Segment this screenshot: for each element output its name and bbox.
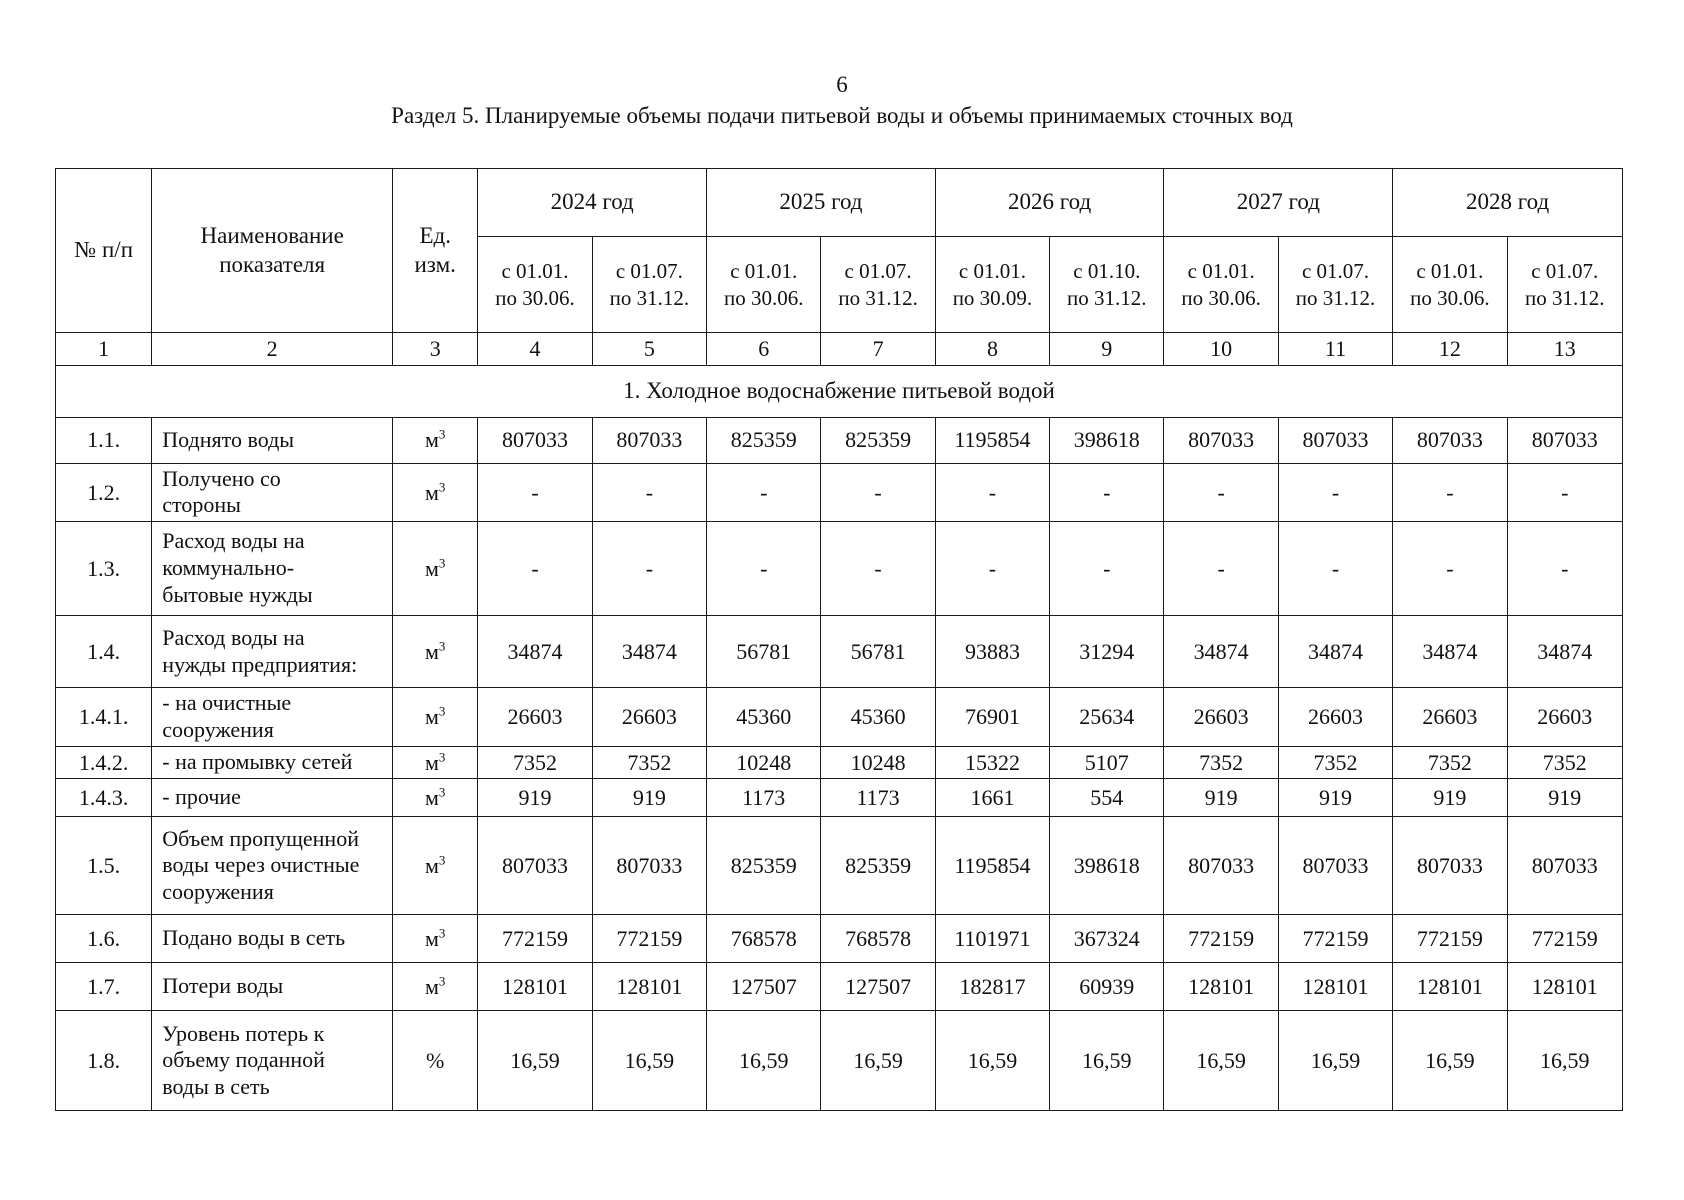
row-number: 1.4.3. <box>56 779 152 817</box>
row-name-line: стороны <box>162 492 241 518</box>
section-heading: 1. Холодное водоснабжение питьевой водой <box>56 365 1623 417</box>
unit-superscript: 3 <box>438 925 446 941</box>
unit-superscript: 3 <box>438 555 446 571</box>
header-year: 2025 год <box>707 169 936 237</box>
row-indicator-name <box>152 688 393 747</box>
row-name-line: Расход воды на <box>162 528 305 554</box>
row-value: 807033 <box>1164 417 1278 463</box>
row-value: 919 <box>1507 779 1622 817</box>
row-unit <box>393 915 478 963</box>
row-indicator-name <box>152 779 393 817</box>
table-row <box>56 616 1623 688</box>
row-number: 1.4.1. <box>56 688 152 747</box>
row-value: 16,59 <box>821 1011 935 1111</box>
unit-text: м <box>424 555 439 581</box>
row-number: 1.1. <box>56 417 152 463</box>
row-value: - <box>1507 522 1622 616</box>
row-value: - <box>707 522 821 616</box>
row-name-line: Расход воды на <box>162 624 305 650</box>
table-row <box>56 963 1623 1011</box>
row-value: 807033 <box>592 417 706 463</box>
header-unit: Ед. изм. <box>393 169 478 333</box>
row-value: 825359 <box>707 817 821 915</box>
row-unit <box>393 463 478 522</box>
row-value: - <box>1393 463 1507 522</box>
row-value: 76901 <box>935 688 1049 747</box>
row-value: 16,59 <box>478 1011 592 1111</box>
header-year: 2028 год <box>1393 169 1623 237</box>
header-row-years <box>56 169 1623 237</box>
row-value: 31294 <box>1050 616 1164 688</box>
table-row <box>56 522 1623 616</box>
row-name-line: бытовые нужды <box>162 582 313 608</box>
row-number: 1.4. <box>56 616 152 688</box>
row-value: 807033 <box>1507 417 1622 463</box>
row-value: 60939 <box>1050 963 1164 1011</box>
unit-text: м <box>424 638 439 664</box>
row-value: - <box>935 522 1049 616</box>
row-value: 807033 <box>478 417 592 463</box>
row-unit <box>393 817 478 915</box>
row-value: 26603 <box>592 688 706 747</box>
row-value: 7352 <box>1278 746 1392 779</box>
row-value: 807033 <box>1393 417 1507 463</box>
row-value: 1195854 <box>935 417 1049 463</box>
row-name-line: коммунально- <box>162 555 295 581</box>
row-value: 772159 <box>1507 915 1622 963</box>
unit-superscript: 3 <box>438 784 446 800</box>
period-end: по 31.12. <box>1067 285 1147 310</box>
row-indicator-name <box>152 522 393 616</box>
row-number: 1.6. <box>56 915 152 963</box>
row-value: 16,59 <box>1507 1011 1622 1111</box>
table-row <box>56 779 1623 817</box>
row-value: 807033 <box>1393 817 1507 915</box>
row-value: 16,59 <box>1050 1011 1164 1111</box>
unit-text: м <box>424 704 439 730</box>
row-value: 919 <box>1393 779 1507 817</box>
period-start: с 01.01. <box>1416 259 1484 284</box>
period-start: с 01.01. <box>501 259 569 284</box>
period-start: с 01.07. <box>1531 259 1599 284</box>
row-value: 34874 <box>1393 616 1507 688</box>
row-value: 7352 <box>478 746 592 779</box>
row-name-line: - на промывку сетей <box>162 749 353 775</box>
row-value: 919 <box>592 779 706 817</box>
col-number: 11 <box>1278 333 1392 366</box>
header-period <box>821 237 935 333</box>
table-row <box>56 746 1623 779</box>
table-row <box>56 817 1623 915</box>
row-value: 16,59 <box>1278 1011 1392 1111</box>
unit-superscript: 3 <box>438 749 446 765</box>
row-unit <box>393 779 478 817</box>
row-value: 807033 <box>478 817 592 915</box>
row-value: - <box>1507 463 1622 522</box>
header-name-text: Наименование показателя <box>200 222 344 277</box>
unit-superscript: 3 <box>438 973 446 989</box>
row-number: 1.7. <box>56 963 152 1011</box>
unit-superscript: 3 <box>438 852 446 868</box>
row-value: - <box>1393 522 1507 616</box>
row-value: 56781 <box>821 616 935 688</box>
col-number: 12 <box>1393 333 1507 366</box>
header-year: 2027 год <box>1164 169 1393 237</box>
row-name-line: сооружения <box>162 879 274 905</box>
row-indicator-name <box>152 963 393 1011</box>
row-unit <box>393 688 478 747</box>
col-number: 13 <box>1507 333 1622 366</box>
row-value: 919 <box>1164 779 1278 817</box>
row-name-line: Подано воды в сеть <box>162 925 346 951</box>
row-value: 26603 <box>1164 688 1278 747</box>
row-name-line: Объем пропущенной <box>162 825 359 851</box>
row-value: - <box>1164 463 1278 522</box>
header-period <box>1278 237 1392 333</box>
row-value: 768578 <box>707 915 821 963</box>
period-end: по 30.06. <box>1410 285 1490 310</box>
col-number: 5 <box>592 333 706 366</box>
col-number: 2 <box>152 333 393 366</box>
row-indicator-name <box>152 463 393 522</box>
period-start: с 01.10. <box>1073 259 1141 284</box>
row-value: 128101 <box>1507 963 1622 1011</box>
col-number: 6 <box>707 333 821 366</box>
section-title: Раздел 5. Планируемые объемы подачи питьевой воды и объемы принимаемых сточных вод <box>391 103 1293 128</box>
row-value: 128101 <box>1278 963 1392 1011</box>
row-name-line: Поднято воды <box>162 426 295 452</box>
row-value: 825359 <box>821 417 935 463</box>
row-value: 128101 <box>1393 963 1507 1011</box>
header-year: 2024 год <box>478 169 707 237</box>
row-value: - <box>1278 463 1392 522</box>
row-value: 367324 <box>1050 915 1164 963</box>
row-value: - <box>1164 522 1278 616</box>
unit-text: м <box>424 785 439 811</box>
col-number: 4 <box>478 333 592 366</box>
row-value: - <box>935 463 1049 522</box>
row-value: 554 <box>1050 779 1164 817</box>
row-value: 16,59 <box>1164 1011 1278 1111</box>
period-start: с 01.01. <box>1187 259 1255 284</box>
row-value: 45360 <box>821 688 935 747</box>
row-name-line: Получено со <box>162 465 281 491</box>
period-end: по 30.06. <box>495 285 575 310</box>
row-value: 772159 <box>478 915 592 963</box>
row-number: 1.4.2. <box>56 746 152 779</box>
header-period <box>592 237 706 333</box>
row-name-line: воды через очистные <box>162 852 360 878</box>
row-unit <box>393 522 478 616</box>
col-number: 7 <box>821 333 935 366</box>
unit-superscript: 3 <box>438 703 446 719</box>
row-value: 772159 <box>1278 915 1392 963</box>
header-period <box>935 237 1049 333</box>
water-volumes-table <box>55 168 1623 1111</box>
row-value: 45360 <box>707 688 821 747</box>
period-start: с 01.07. <box>844 259 912 284</box>
header-row-col-numbers <box>56 333 1623 366</box>
row-value: 807033 <box>1278 417 1392 463</box>
row-indicator-name <box>152 417 393 463</box>
period-end: по 31.12. <box>1295 285 1376 310</box>
unit-text: % <box>426 1048 445 1074</box>
row-value: 128101 <box>478 963 592 1011</box>
row-value: 93883 <box>935 616 1049 688</box>
unit-text: м <box>424 479 439 505</box>
row-value: 768578 <box>821 915 935 963</box>
row-name-line: - на очистные <box>162 690 292 716</box>
header-year: 2026 год <box>935 169 1164 237</box>
unit-superscript: 3 <box>438 426 446 442</box>
row-value: 26603 <box>1278 688 1392 747</box>
period-end: по 31.12. <box>1525 285 1605 310</box>
row-name-line: сооружения <box>162 716 274 742</box>
row-unit <box>393 1011 478 1111</box>
unit-text: м <box>424 853 439 879</box>
row-value: - <box>478 522 592 616</box>
row-value: 26603 <box>1507 688 1622 747</box>
header-period <box>707 237 821 333</box>
row-value: 16,59 <box>935 1011 1049 1111</box>
row-indicator-name <box>152 746 393 779</box>
col-number: 9 <box>1050 333 1164 366</box>
header-num: № п/п <box>56 169 152 333</box>
table-row <box>56 915 1623 963</box>
period-end: по 30.09. <box>952 285 1033 310</box>
row-value: - <box>707 463 821 522</box>
row-value: 919 <box>1278 779 1392 817</box>
period-start: с 01.07. <box>615 259 683 284</box>
row-value: - <box>478 463 592 522</box>
col-number: 8 <box>935 333 1049 366</box>
row-value: 1173 <box>821 779 935 817</box>
header-period <box>1507 237 1622 333</box>
table-row <box>56 463 1623 522</box>
row-unit <box>393 746 478 779</box>
row-value: 128101 <box>592 963 706 1011</box>
row-value: 7352 <box>1164 746 1278 779</box>
table-row <box>56 417 1623 463</box>
period-end: по 30.06. <box>1181 285 1261 310</box>
table-row <box>56 1011 1623 1111</box>
row-name-line: Уровень потерь к <box>162 1020 325 1046</box>
row-number: 1.2. <box>56 463 152 522</box>
row-value: - <box>821 522 935 616</box>
row-value: 16,59 <box>707 1011 821 1111</box>
row-value: 128101 <box>1164 963 1278 1011</box>
row-value: 7352 <box>592 746 706 779</box>
period-start: с 01.01. <box>958 259 1026 284</box>
row-value: 34874 <box>478 616 592 688</box>
header-period <box>478 237 592 333</box>
row-value: - <box>1278 522 1392 616</box>
row-indicator-name <box>152 1011 393 1111</box>
row-value: 10248 <box>821 746 935 779</box>
row-value: 34874 <box>1278 616 1392 688</box>
row-name-line: - прочие <box>162 784 241 810</box>
unit-text: м <box>424 749 439 775</box>
header-period <box>1050 237 1164 333</box>
row-value: 5107 <box>1050 746 1164 779</box>
period-start: с 01.07. <box>1301 259 1370 284</box>
period-start: с 01.01. <box>730 259 798 284</box>
row-value: 127507 <box>821 963 935 1011</box>
row-value: 26603 <box>478 688 592 747</box>
row-name-line: объему поданной <box>162 1047 325 1073</box>
period-end: по 30.06. <box>723 285 804 310</box>
header-period <box>1393 237 1507 333</box>
period-end: по 31.12. <box>609 285 690 310</box>
col-number: 3 <box>393 333 478 366</box>
row-value: 16,59 <box>1393 1011 1507 1111</box>
header-name <box>152 169 393 333</box>
row-value: 10248 <box>707 746 821 779</box>
unit-text: м <box>424 974 439 1000</box>
row-value: 825359 <box>707 417 821 463</box>
row-value: 772159 <box>592 915 706 963</box>
row-value: 56781 <box>707 616 821 688</box>
unit-text: м <box>424 427 439 453</box>
section-row <box>56 365 1623 417</box>
row-value: - <box>592 522 706 616</box>
row-value: 7352 <box>1393 746 1507 779</box>
row-value: 34874 <box>1507 616 1622 688</box>
row-value: 34874 <box>1164 616 1278 688</box>
row-value: 807033 <box>1164 817 1278 915</box>
unit-superscript: 3 <box>438 479 446 495</box>
table-row <box>56 688 1623 747</box>
row-value: 16,59 <box>592 1011 706 1111</box>
row-indicator-name <box>152 817 393 915</box>
row-number: 1.3. <box>56 522 152 616</box>
row-value: 398618 <box>1050 817 1164 915</box>
page-number: 6 <box>836 72 848 97</box>
row-value: 26603 <box>1393 688 1507 747</box>
row-name-line: нужды предприятия: <box>162 651 358 677</box>
row-unit <box>393 963 478 1011</box>
row-value: 1173 <box>707 779 821 817</box>
col-number: 10 <box>1164 333 1278 366</box>
row-value: 34874 <box>592 616 706 688</box>
row-indicator-name <box>152 915 393 963</box>
row-value: - <box>592 463 706 522</box>
period-end: по 31.12. <box>838 285 918 310</box>
row-unit <box>393 417 478 463</box>
row-value: 807033 <box>592 817 706 915</box>
unit-text: м <box>424 926 439 952</box>
row-number: 1.8. <box>56 1011 152 1111</box>
row-value: 7352 <box>1507 746 1622 779</box>
row-indicator-name <box>152 616 393 688</box>
row-value: 919 <box>478 779 592 817</box>
row-value: - <box>1050 463 1164 522</box>
row-value: 807033 <box>1507 817 1622 915</box>
row-value: 1101971 <box>935 915 1049 963</box>
row-value: - <box>821 463 935 522</box>
row-value: - <box>1050 522 1164 616</box>
row-number: 1.5. <box>56 817 152 915</box>
row-value: 807033 <box>1278 817 1392 915</box>
col-number: 1 <box>56 333 152 366</box>
row-unit <box>393 616 478 688</box>
row-value: 182817 <box>935 963 1049 1011</box>
row-value: 772159 <box>1393 915 1507 963</box>
row-value: 1661 <box>935 779 1049 817</box>
unit-superscript: 3 <box>438 638 446 654</box>
row-value: 127507 <box>707 963 821 1011</box>
row-name-line: воды в сеть <box>162 1074 270 1100</box>
row-value: 1195854 <box>935 817 1049 915</box>
row-value: 398618 <box>1050 417 1164 463</box>
row-value: 25634 <box>1050 688 1164 747</box>
row-value: 825359 <box>821 817 935 915</box>
header-period <box>1164 237 1278 333</box>
row-value: 772159 <box>1164 915 1278 963</box>
row-name-line: Потери воды <box>162 973 284 999</box>
row-value: 15322 <box>935 746 1049 779</box>
